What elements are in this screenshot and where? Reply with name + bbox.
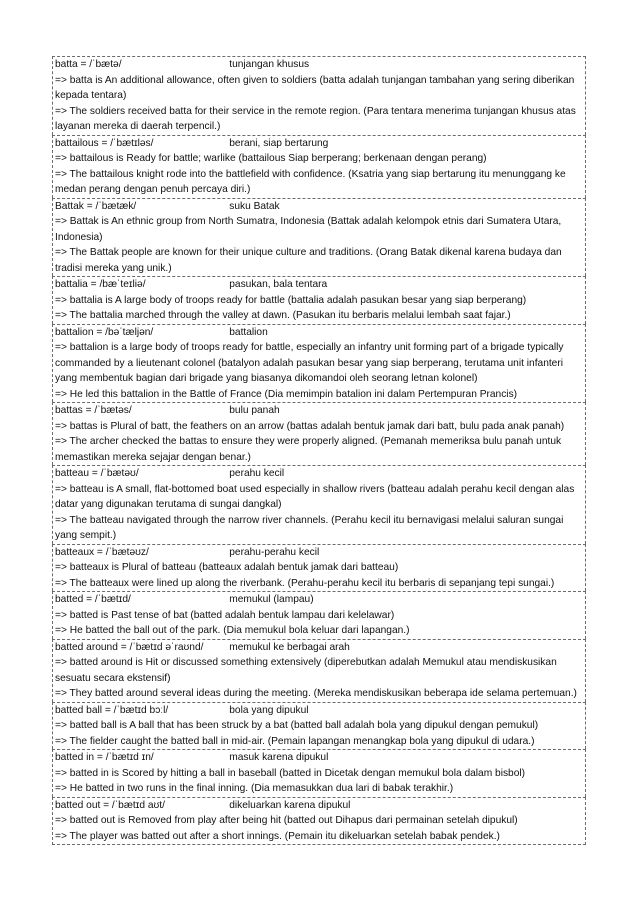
entry-definition: => batta is An additional allowance, often given to soldiers (batta adalah tunjangan tambahan yang sering diberikan kepada tentara) — [55, 74, 575, 101]
entry-headword: batted out = /ˈbætɪd aʊt/ — [55, 799, 165, 811]
entry-header — [55, 592, 583, 608]
entry-headword: battalion = /bəˈtæljən/ — [55, 326, 154, 338]
entry-header — [55, 277, 583, 293]
entry-header — [55, 798, 583, 814]
entry-headword: battalia = /bæˈteɪliə/ — [55, 279, 146, 290]
entry-example: => He batted the ball out of the park. (Dia memukul bola keluar dari lapangan.) — [55, 625, 410, 636]
entry-example: => The Battak people are known for their unique culture and traditions. (Orang Batak dikenal karena budaya dan tradisi mereka yang unik.) — [55, 247, 562, 274]
entry-translation: memukul ke berbagai arah — [229, 641, 350, 653]
entry-header — [55, 136, 583, 152]
entry-translation: pasukan, bala tentara — [229, 279, 328, 290]
dictionary-entry — [52, 465, 586, 544]
entry-headword: batted in = /ˈbætɪd ɪn/ — [55, 752, 154, 763]
entry-header — [55, 325, 583, 341]
entry-header — [55, 199, 583, 215]
entry-definition: => batted ball is A ball that has been struck by a bat (batted ball adalah bola yang dipukul dengan pemukul) — [55, 720, 539, 731]
entry-definition: => battailous is Ready for battle; warlike (battailous Siap berperang; berkenaan dengan perang) — [55, 153, 487, 164]
entry-translation: suku Batak — [229, 200, 280, 212]
entry-translation: tunjangan khusus — [229, 59, 310, 70]
entry-translation: bola yang dipukul — [229, 704, 309, 716]
entry-translation: perahu kecil — [229, 468, 285, 479]
entry-example: => The batteau navigated through the narrow river channels. (Perahu kecil itu bernavigasi melalui saluran sungai yang sempit.) — [55, 514, 564, 541]
dictionary-entry — [52, 135, 586, 198]
entry-headword: battailous = /ˈbætɪləs/ — [55, 137, 154, 149]
entry-translation: bulu panah — [229, 405, 280, 416]
entry-translation: battalion — [229, 326, 268, 338]
entry-example: => The soldiers received batta for their service in the remote region. (Para tentara menerima tunjangan khusus atas layanan mereka di daerah terpencil.) — [55, 105, 576, 132]
dictionary-entry — [52, 749, 586, 797]
entry-definition: => battalia is A large body of troops ready for battle (battalia adalah pasukan besar yang siap berperang) — [55, 294, 527, 306]
entry-definition: => batted out is Removed from play after being hit (batted out Dihapus dari permainan setelah dipukul) — [55, 815, 518, 826]
entry-example: => They batted around several ideas during the meeting. (Mereka mendiskusikan beberapa ide selama pertemuan.) — [55, 688, 577, 699]
dictionary-entry — [52, 56, 586, 135]
dictionary-entry — [52, 591, 586, 639]
dictionary-entry — [52, 324, 586, 403]
entry-definition: => batteau is A small, flat-bottomed boat used especially in shallow rivers (batteau adalah perahu kecil dengan alas datar yang digunakan terutama di sungai dangkal) — [55, 483, 575, 510]
entry-definition: => battas is Plural of batt, the feathers on an arrow (battas adalah bentuk jamak dari batt, bulu pada anak panah) — [55, 420, 565, 432]
entry-header — [55, 403, 583, 419]
entry-definition: => batteaux is Plural of batteau (batteaux adalah bentuk jamak dari batteau) — [55, 562, 399, 573]
entry-definition: => batted around is Hit or discussed something extensively (diperebutkan adalah Memukul atau mendiskusikan sesuatu secara ekstensif) — [55, 657, 557, 684]
entry-headword: batted around = /ˈbætɪd əˈraʊnd/ — [55, 641, 204, 653]
dictionary-entry — [52, 797, 586, 846]
entry-translation: memukul (lampau) — [229, 594, 314, 605]
entry-example: => The batteaux were lined up along the riverbank. (Perahu-perahu kecil itu berbaris di sepanjang tepi sungai.) — [55, 577, 555, 589]
dictionary-entry — [52, 702, 586, 750]
entry-headword: batteaux = /ˈbætəʊz/ — [55, 546, 149, 558]
entry-definition: => Battak is An ethnic group from North Sumatra, Indonesia (Battak adalah kelompok etnis dari Sumatera Utara, Indonesia) — [55, 216, 562, 243]
entry-headword: batted ball = /ˈbætɪd bɔːl/ — [55, 704, 169, 716]
entry-definition: => batted is Past tense of bat (batted adalah bentuk lampau dari kelelawar) — [55, 609, 395, 621]
entry-example: => He led this battalion in the Battle of France (Dia memimpin batalion ini dalam Pertempuran Prancis) — [55, 388, 518, 400]
entry-example: => The battailous knight rode into the battlefield with confidence. (Ksatria yang siap bertarung itu menunggang ke medan perang dengan penuh percaya diri.) — [55, 168, 566, 195]
entry-header — [55, 703, 583, 719]
entry-example: => The fielder caught the batted ball in mid-air. (Pemain lapangan menangkap bola yang dipukul di udara.) — [55, 735, 535, 747]
entry-headword: batted = /ˈbætɪd/ — [55, 594, 131, 605]
entry-example: => The archer checked the battas to ensure they were properly aligned. (Pemanah memeriksa bulu panah untuk memastikan mereka sejajar dengan benar.) — [55, 436, 562, 463]
entry-definition: => battalion is a large body of troops ready for battle, especially an infantry unit forming part of a brigade typically commanded by a lieutenant colonel (batalyon adalah pasukan besar yang siap berperang, terutama unit infanteri yang membentuk bagian dari brigade yang biasanya dikomandoi oleh seorang letnan kolonel) — [55, 342, 564, 384]
entry-example: => The player was batted out after a short innings. (Pemain itu dikeluarkan setelah babak pendek.) — [55, 830, 500, 842]
entry-headword: Battak = /ˈbætæk/ — [55, 200, 137, 212]
dictionary-entry — [52, 544, 586, 592]
entry-definition: => batted in is Scored by hitting a ball in baseball (batted in Dicetak dengan memukul bola dalam bisbol) — [55, 767, 526, 779]
dictionary-entry — [52, 639, 586, 702]
entry-header — [55, 466, 583, 482]
entry-header — [55, 640, 583, 656]
entry-example: => The battalia marched through the valley at dawn. (Pasukan itu berbaris melalui lembah saat fajar.) — [55, 310, 511, 321]
entry-header — [55, 545, 583, 561]
dictionary-page — [52, 56, 586, 845]
dictionary-entry — [52, 198, 586, 277]
entry-translation: dikeluarkan karena dipukul — [229, 799, 351, 811]
entry-translation: perahu-perahu kecil — [229, 546, 320, 558]
dictionary-entry — [52, 276, 586, 324]
entry-header — [55, 57, 583, 73]
entry-translation: masuk karena dipukul — [229, 752, 329, 763]
entry-example: => He batted in two runs in the final inning. (Dia memasukkan dua lari di babak terakhir.) — [55, 783, 454, 794]
entry-header — [55, 750, 583, 766]
entry-headword: batteau = /ˈbætəʊ/ — [55, 468, 139, 479]
dictionary-entry — [52, 402, 586, 465]
entry-headword: batta = /ˈbætə/ — [55, 59, 122, 70]
entry-translation: berani, siap bertarung — [229, 137, 329, 149]
entry-headword: battas = /ˈbætəs/ — [55, 405, 132, 416]
